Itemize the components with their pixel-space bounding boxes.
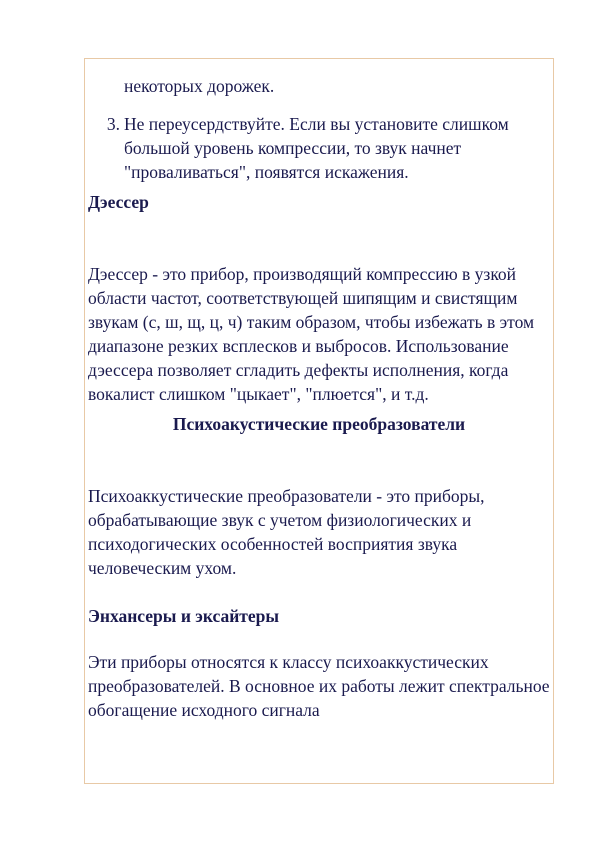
list-item-3 (88, 112, 550, 184)
heading-psychoacoustic: Психоакустические преобразователи (172, 414, 466, 434)
heading-enhancers: Энхансеры и эксайтеры (88, 606, 280, 626)
heading-deesser: Дэессер (88, 192, 149, 212)
paragraph-psychoacoustic: Психоаккустические преобразователи - это приборы, обрабатывающие звук с учетом физиологических и психодогических особенностей восприятия звука человеческим ухом. (88, 486, 485, 578)
document-body (88, 74, 550, 722)
list-continuation-text: некоторых дорожек. (124, 76, 275, 96)
paragraph-enhancers: Эти приборы относятся к классу психоаккустических преобразователей. В основное их работы лежит спектральное обогащение исходного сигнала (88, 652, 550, 720)
paragraph-deesser: Дэессер - это прибор, производящий компрессию в узкой области частот, соответствующей шипящим и свистящим звукам (с, ш, щ, ц, ч) таким образом, чтобы избежать в этом диапазоне резких всплесков и выбросов. Использование дэессера позволяет сгладить дефекты исполнения, когда вокалист слишком "цыкает", "плюется", и т.д. (88, 264, 535, 404)
list-number: 3. (106, 114, 120, 134)
list-item-text: Не переусердствуйте. Если вы установите слишком большой уровень компрессии, то звук начнет "проваливаться", появятся искажения. (124, 114, 509, 182)
